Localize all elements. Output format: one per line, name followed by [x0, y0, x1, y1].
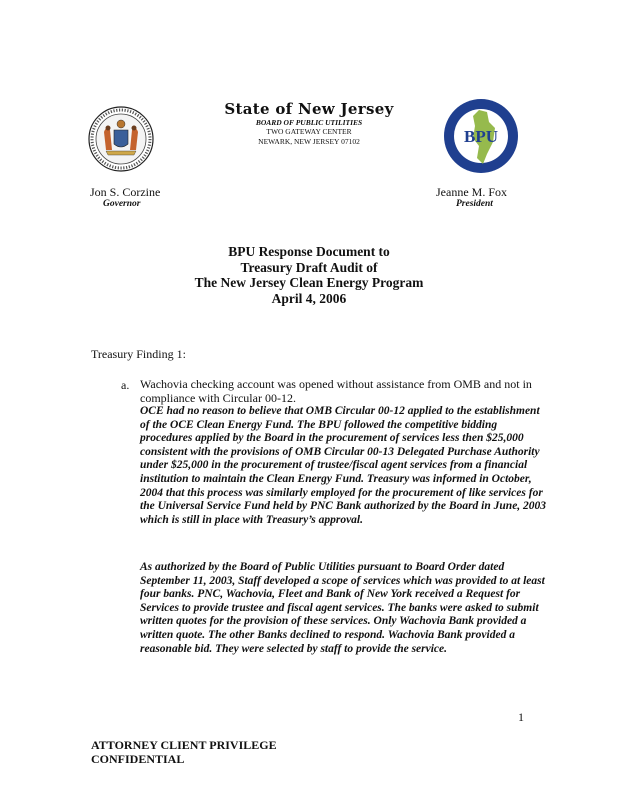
response-paragraph-1: OCE had no reason to believe that OMB Circular 00-12 applied to the establishment of the OCE Clean Energy Fund. The BPU followed the competitive bidding procedures applied by the Board in the procurement of services less then $25,000 consistent with the provisions of OMB Circular 00-13 Delegated Purchase Authority under $25,000 in the procurement of trustee/fiscal agent services from a financial institution to maintain the Clean Energy Fund. Treasury was informed in October, 2004 that this process was similarly employed for the procurement of like services for the Universal Service Fund held by PNC Bank authorized by the Board in June, 2003 which is still in place with Treasury’s approval. [140, 405, 547, 526]
document-title [0, 244, 618, 306]
state-title: State of New Jersey [224, 100, 394, 118]
title-line-1: BPU Response Document to [228, 244, 390, 259]
page-number: 1 [518, 710, 524, 724]
bpu-logo-text: BPU [464, 127, 498, 146]
governor-title: Governor [103, 199, 141, 209]
footer-privilege: ATTORNEY CLIENT PRIVILEGE [91, 738, 277, 752]
finding-label: Treasury Finding 1: [91, 347, 186, 361]
list-item-marker: a. [121, 378, 130, 392]
title-date: April 4, 2006 [271, 290, 347, 306]
president-name: Jeanne M. Fox [436, 185, 507, 199]
finding-text: Wachovia checking account was opened without assistance from OMB and not in compliance with Circular 00-12. [140, 377, 532, 405]
board-name: BOARD OF PUBLIC UTILITIES [255, 118, 363, 127]
title-line-2: Treasury Draft Audit of [240, 259, 378, 275]
address-line-2: NEWARK, NEW JERSEY 07102 [258, 137, 360, 146]
title-line-3: The New Jersey Clean Energy Program [194, 275, 424, 290]
response-paragraph-2: As authorized by the Board of Public Utilities pursuant to Board Order dated September 11, 2003, Staff developed a scope of services which was provided to at least four banks. PNC, Wachovia, Fleet and Bank of New York received a Request for Services to provide trustee and fiscal agent services. The banks were asked to submit written quotes for the provision of these services. Only Wachovia Bank provided a written quote. The other Banks declined to respond. Wachovia Bank provided a reasonable bid. They were selected by staff to provide the service. [140, 561, 545, 655]
footer-confidential: CONFIDENTIAL [91, 752, 185, 766]
president-title: President [456, 199, 493, 209]
governor-name: Jon S. Corzine [90, 185, 161, 199]
address-line-1: TWO GATEWAY CENTER [266, 127, 352, 136]
